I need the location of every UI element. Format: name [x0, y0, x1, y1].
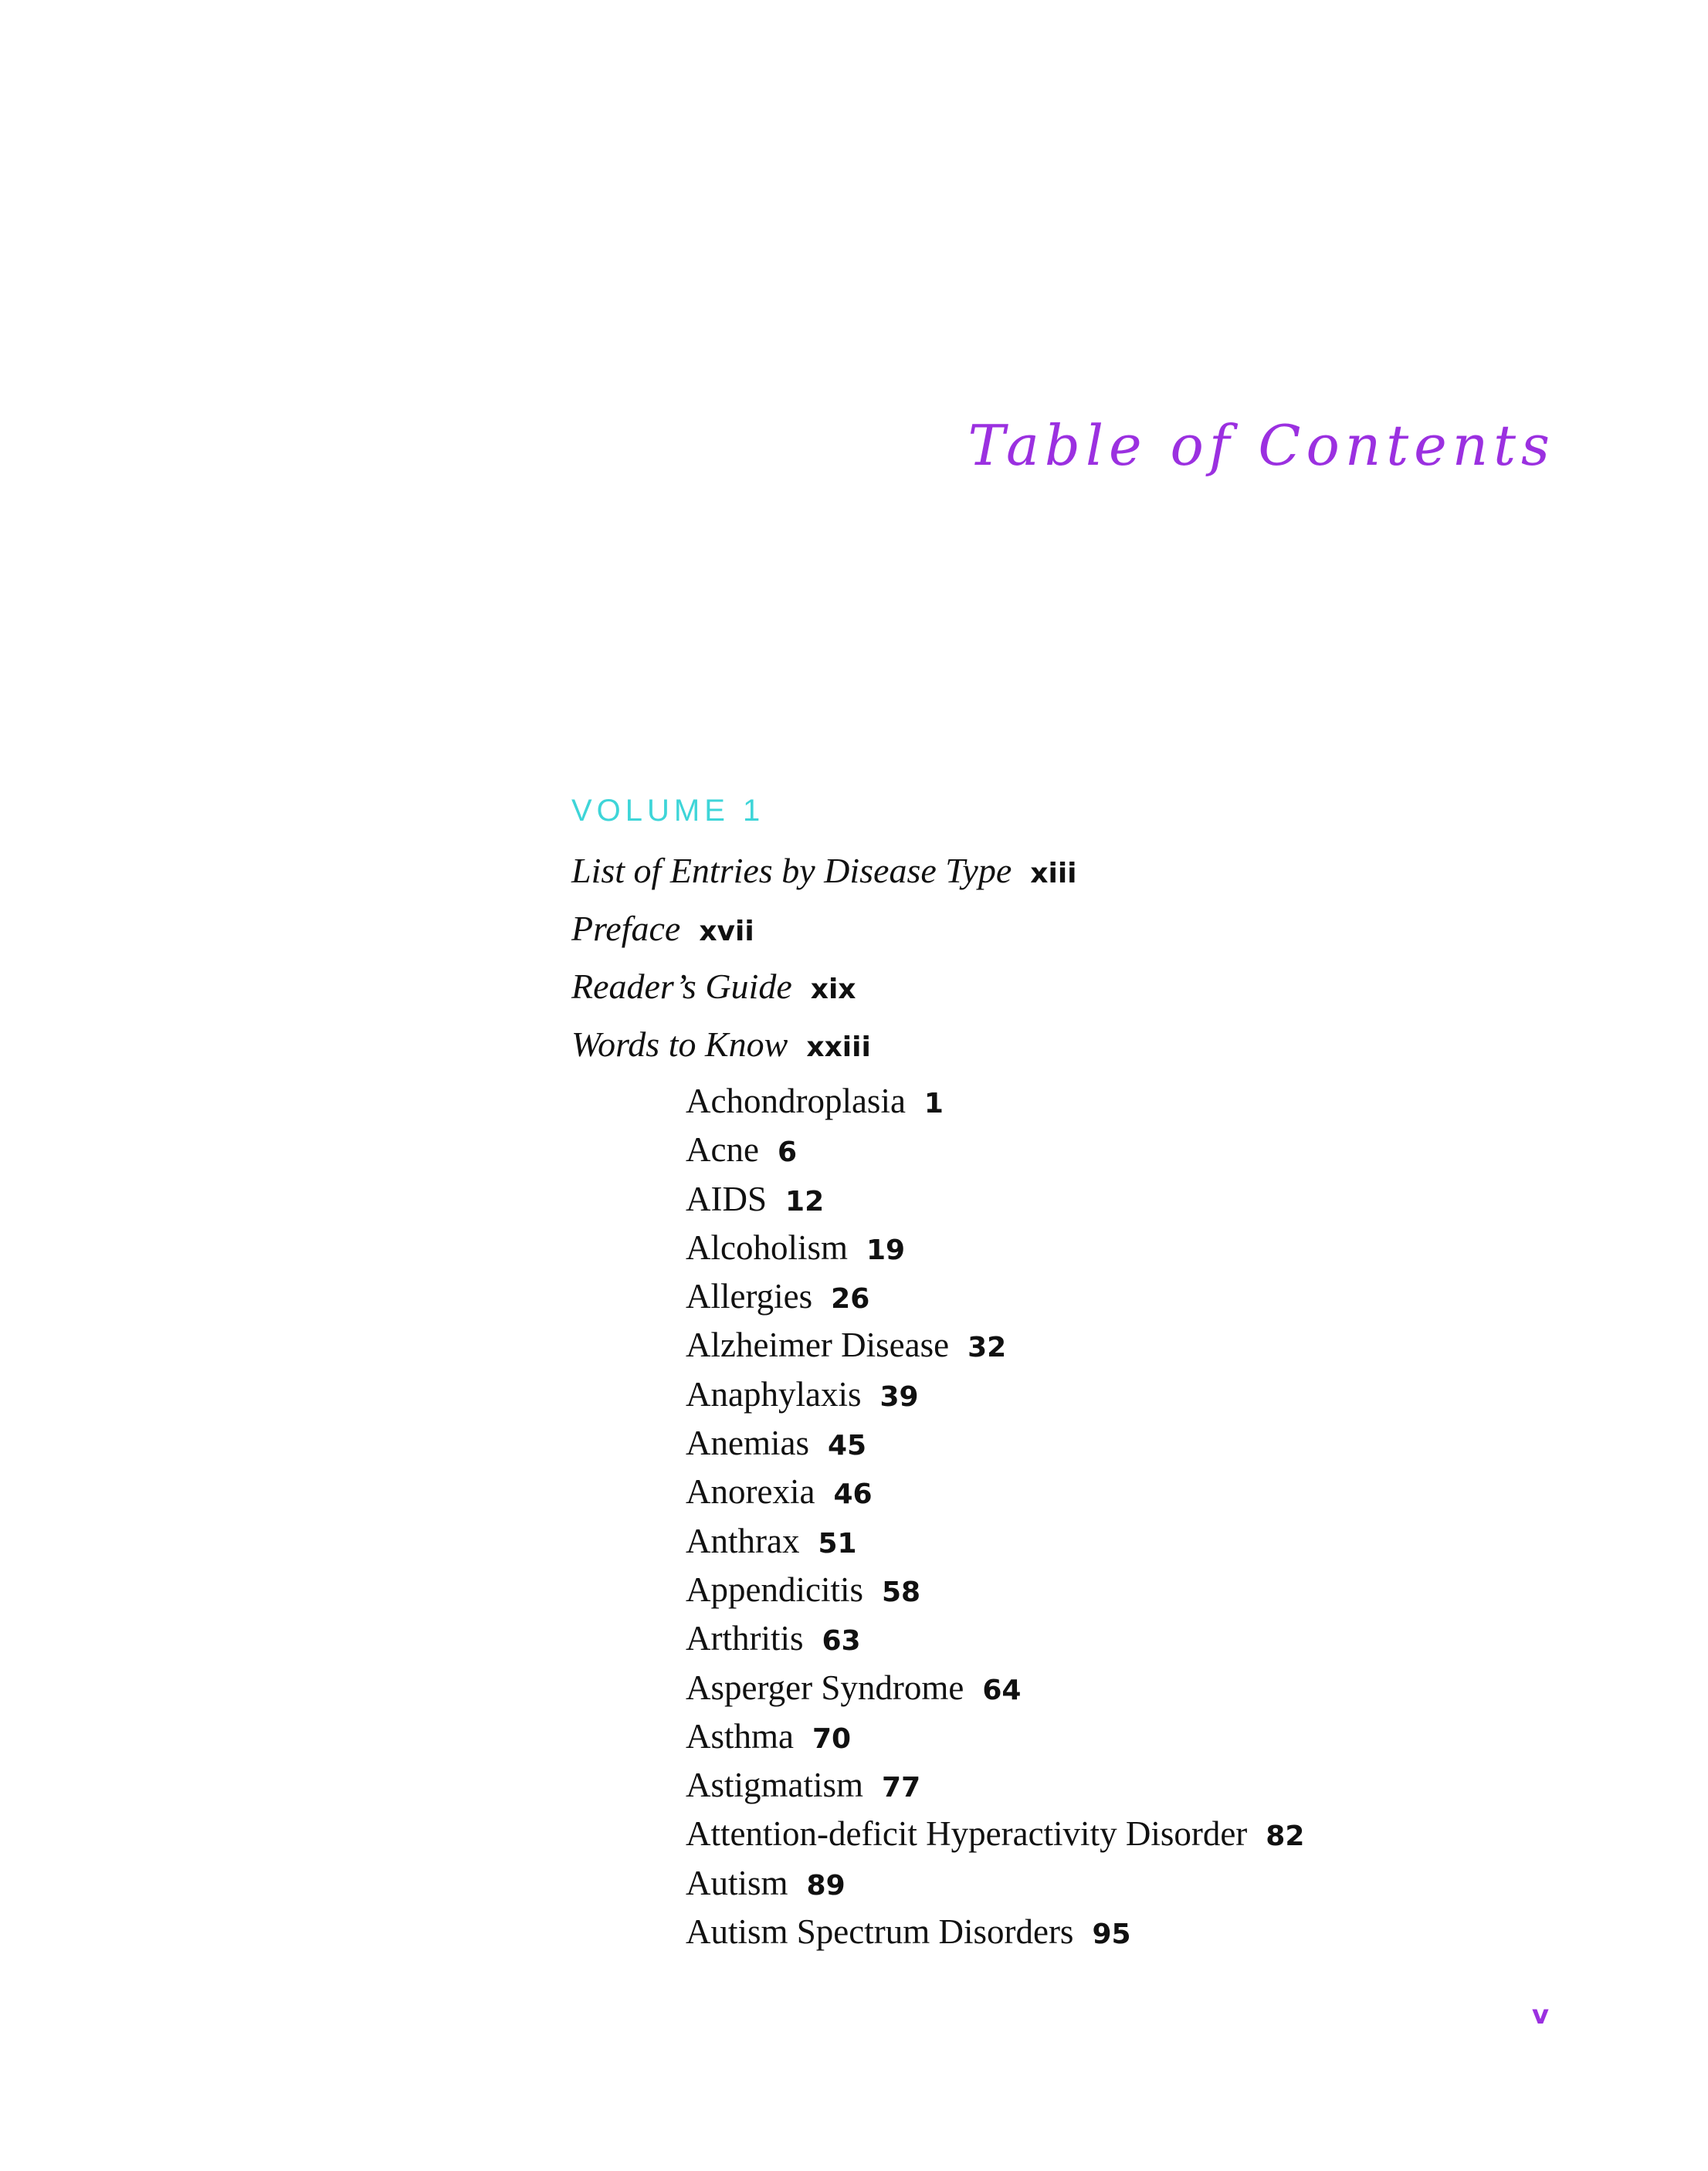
entry-item[interactable]	[686, 1370, 1304, 1419]
entry-page: 89	[806, 1869, 846, 1902]
entry-title: Allergies	[686, 1277, 813, 1316]
front-matter-item[interactable]	[571, 957, 1077, 1015]
entry-title: Acne	[686, 1130, 759, 1170]
entry-page: 32	[968, 1332, 1007, 1364]
entry-page: 70	[812, 1722, 852, 1755]
entry-page: 26	[831, 1283, 870, 1316]
entry-title: Anthrax	[686, 1521, 800, 1560]
page-number: v	[1531, 2000, 1549, 2030]
entry-title: Alcoholism	[686, 1228, 848, 1267]
entry-item[interactable]	[686, 1468, 1304, 1516]
entry-title: Asthma	[686, 1716, 794, 1756]
entry-title: Anaphylaxis	[686, 1374, 862, 1414]
entry-page: 95	[1092, 1919, 1131, 1951]
entry-item[interactable]	[686, 1077, 1304, 1126]
front-matter-title: List of Entries by Disease Type	[571, 851, 1012, 890]
entry-title: Asperger Syndrome	[686, 1668, 964, 1707]
front-matter-title: Preface	[571, 909, 681, 948]
entry-page: 63	[822, 1625, 861, 1658]
entry-page: 12	[785, 1185, 825, 1218]
entry-title: Anorexia	[686, 1472, 815, 1512]
entry-item[interactable]	[686, 1761, 1304, 1810]
entry-page: 46	[833, 1478, 873, 1511]
entry-item[interactable]	[686, 1810, 1304, 1858]
entry-page: 51	[818, 1527, 857, 1560]
front-matter-list	[571, 842, 1077, 1073]
entry-item[interactable]	[686, 1224, 1304, 1272]
entry-page: 64	[982, 1674, 1022, 1706]
entry-item[interactable]	[686, 1712, 1304, 1761]
entry-item[interactable]	[686, 1614, 1304, 1663]
front-matter-page: xiii	[1030, 858, 1077, 889]
entry-title: Appendicitis	[686, 1570, 863, 1609]
front-matter-item[interactable]	[571, 842, 1077, 899]
entry-page: 77	[882, 1772, 921, 1804]
entry-page: 19	[866, 1234, 906, 1266]
front-matter-item[interactable]	[571, 899, 1077, 957]
entry-title: Achondroplasia	[686, 1082, 906, 1120]
front-matter-page: xvii	[699, 916, 754, 947]
entry-page: 1	[923, 1088, 944, 1119]
entry-item[interactable]	[686, 1859, 1304, 1908]
entry-title: Autism	[686, 1863, 788, 1902]
entries-list	[686, 1077, 1304, 1956]
entry-item[interactable]	[686, 1419, 1304, 1468]
entry-page: 58	[881, 1576, 921, 1608]
front-matter-title: Words to Know	[571, 1025, 788, 1064]
entry-title: Attention-deficit Hyperactivity Disorder	[686, 1814, 1248, 1854]
entry-item[interactable]	[686, 1664, 1304, 1712]
entry-page: 45	[827, 1430, 867, 1462]
entry-item[interactable]	[686, 1566, 1304, 1614]
entry-item[interactable]	[686, 1126, 1304, 1174]
page-title: Table of Contents	[968, 413, 1555, 478]
entry-title: Autism Spectrum Disorders	[686, 1912, 1074, 1952]
front-matter-page: xix	[810, 974, 856, 1005]
entry-title: Astigmatism	[686, 1766, 864, 1805]
entry-title: Alzheimer Disease	[686, 1326, 950, 1365]
front-matter-title: Reader’s Guide	[571, 967, 792, 1006]
entry-title: Anemias	[686, 1424, 809, 1463]
entry-page: 82	[1266, 1820, 1305, 1853]
volume-label: VOLUME 1	[571, 794, 765, 828]
entry-item[interactable]	[686, 1517, 1304, 1566]
entry-title: Arthritis	[686, 1619, 804, 1658]
entry-item[interactable]	[686, 1908, 1304, 1956]
entry-item[interactable]	[686, 1321, 1304, 1370]
front-matter-page: xxiii	[806, 1031, 871, 1063]
entry-item[interactable]	[686, 1272, 1304, 1321]
front-matter-item[interactable]	[571, 1015, 1077, 1073]
entry-title: AIDS	[686, 1179, 768, 1218]
entry-page: 6	[777, 1136, 798, 1169]
entry-item[interactable]	[686, 1175, 1304, 1224]
entry-page: 39	[879, 1380, 919, 1413]
